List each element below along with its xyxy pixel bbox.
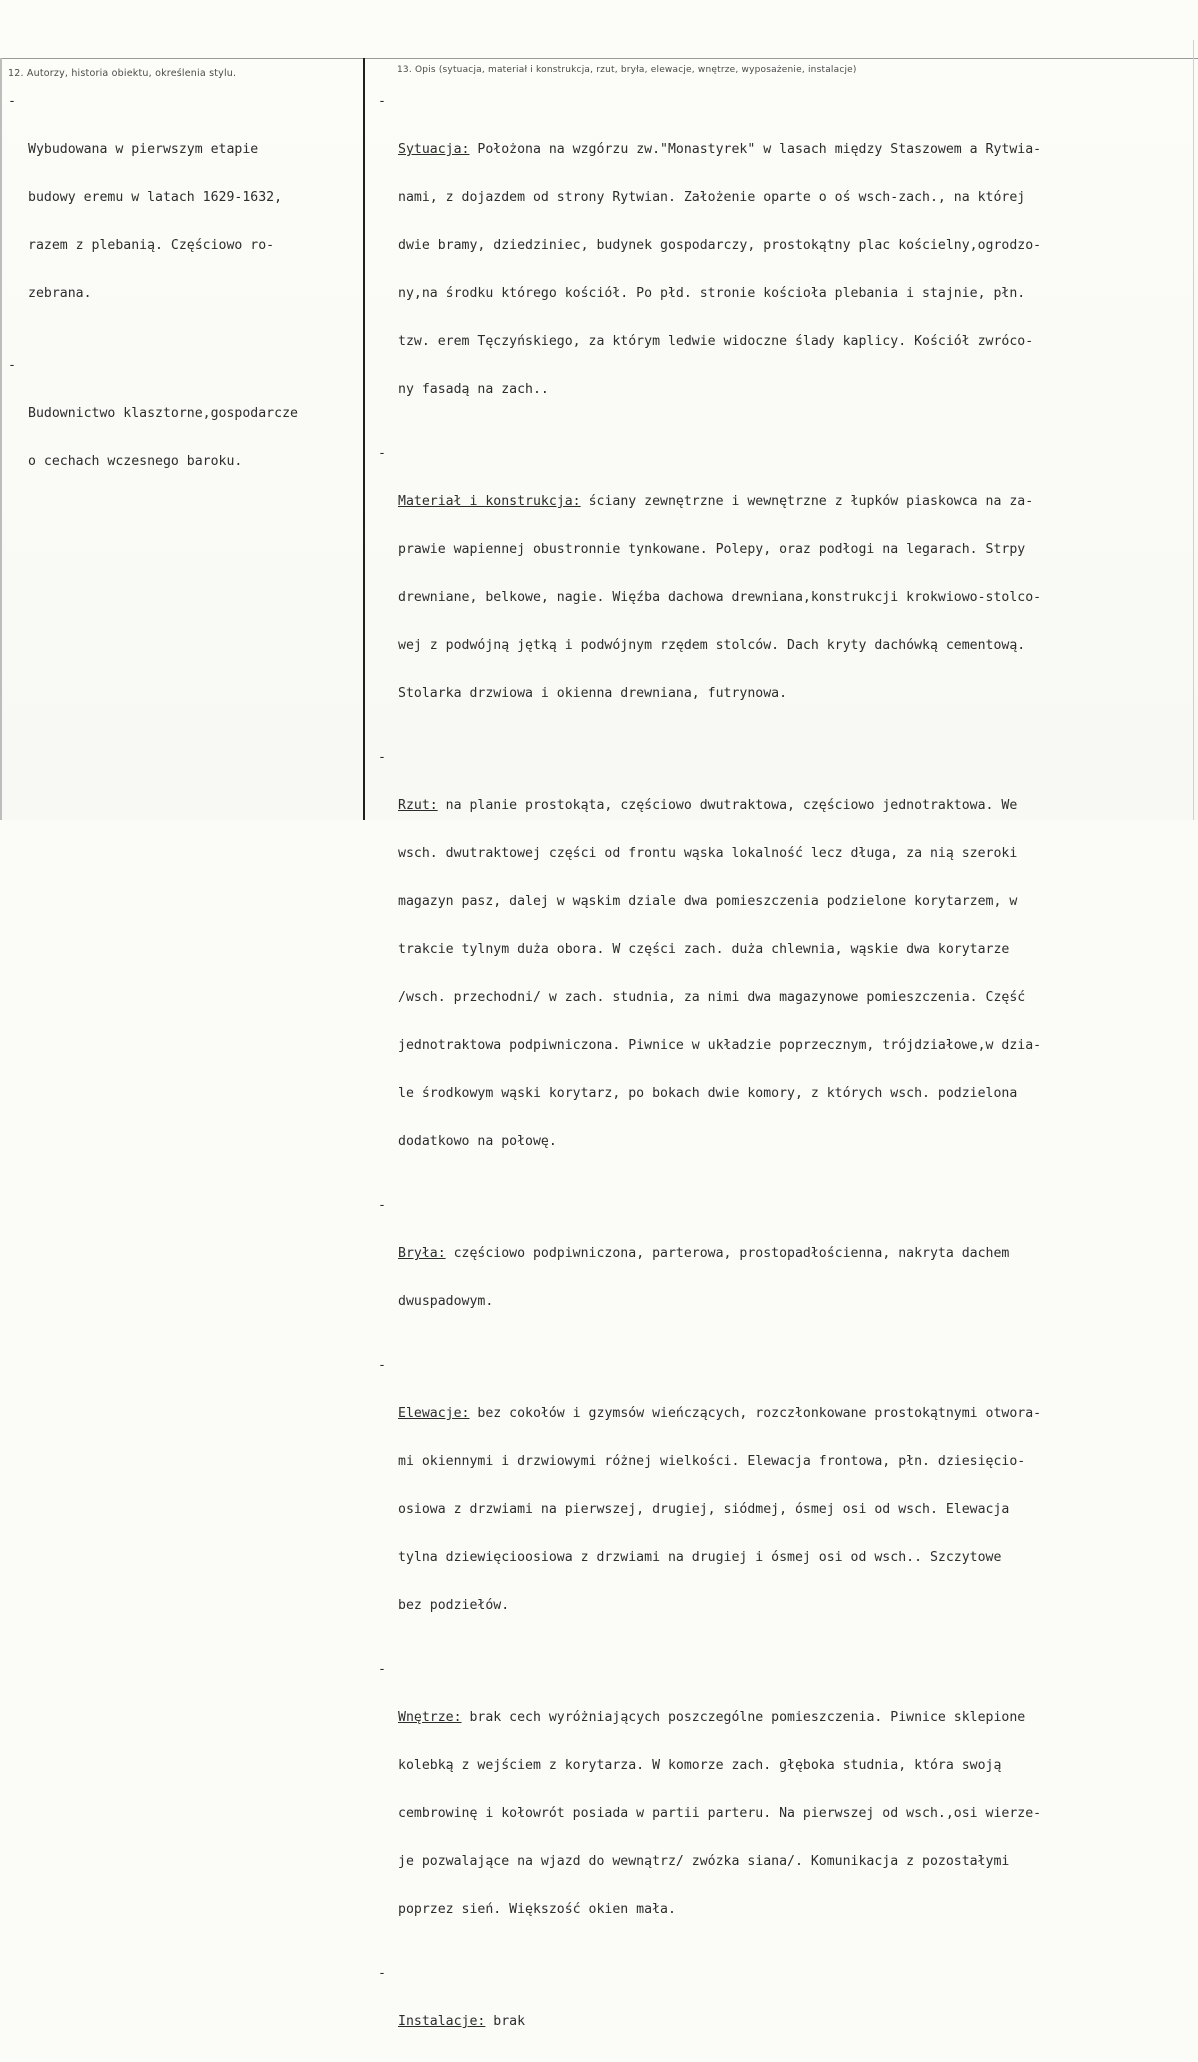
text-line: /wsch. przechodni/ w zach. studnia, za nimi dwa magazynowe pomieszczenia. Część (398, 990, 1026, 1005)
text-line: magazyn pasz, dalej w wąskim dziale dwa pomieszczenia podzielone korytarzem, w (398, 894, 1018, 909)
text-line: wej z podwójną jętką i podwójnym rzędem stolców. Dach kryty dachówką cementową. (398, 638, 1026, 653)
text-line: prawie wapiennej obustronnie tynkowane. Polepy, oraz podłogi na legarach. Strpy (398, 542, 1026, 557)
text-line: kolebką z wejściem z korytarza. W komorze zach. głęboka studnia, która swoją (398, 1758, 1002, 1773)
bullet-dash: - (378, 1198, 386, 1213)
section-rzut (378, 750, 1193, 1182)
section-heading: Materiał i konstrukcja: (398, 494, 581, 509)
section-heading: Instalacje: (398, 2014, 486, 2029)
text-line: trakcie tylnym duża obora. W części zach. duża chlewnia, wąskie dwa korytarze (398, 942, 1010, 957)
section-heading: Wnętrze: (398, 1710, 462, 1725)
section-elewacje (378, 1358, 1193, 1646)
bullet-dash: - (378, 1966, 386, 1981)
text-line: poprzez sień. Większość okien mała. (398, 1902, 676, 1917)
section-sytuacja (378, 94, 1193, 430)
text-line: budowy eremu w latach 1629-1632, (28, 190, 283, 205)
column-divider (363, 58, 365, 820)
left-margin-edge (0, 58, 2, 820)
text-line: le środkowym wąski korytarz, po bokach dwie komory, z których wsch. podzielona (398, 1086, 1018, 1101)
text-line: razem z plebanią. Częściowo ro- (28, 238, 275, 253)
text-line: bez cokołów i gzymsów wieńczących, rozczłonkowane prostokątnymi otwora- (469, 1406, 1042, 1421)
text-line: je pozwalające na wjazd do wewnątrz/ zwózka siana/. Komunikacja z pozostałymi (398, 1854, 1010, 1869)
text-line: Stolarka drzwiowa i okienna drewniana, futrynowa. (398, 686, 788, 701)
section-heading: Sytuacja: (398, 142, 470, 157)
text-line: ny,na środku którego kościół. Po płd. stronie kościoła plebania i stajnie, płn. (398, 286, 1026, 301)
text-line: dwuspadowym. (398, 1294, 494, 1309)
header-rule (0, 58, 1198, 59)
text-line: na planie prostokąta, częściowo dwutraktowa, częściowo jednotraktowa. We (437, 798, 1018, 813)
text-line: zebrana. (28, 286, 92, 301)
right-column-header: 13. Opis (sytuacja, materiał i konstrukcja, rzut, bryła, elewacje, wnętrze, wyposażenie, instalacje) (397, 65, 857, 75)
bullet-dash: - (378, 750, 386, 765)
right-margin-edge (1193, 40, 1194, 820)
text-line: osiowa z drzwiami na pierwszej, drugiej, siódmej, ósmej osi od wsch. Elewacja (398, 1502, 1010, 1517)
text-line: ściany zewnętrzne i wewnętrzne z łupków piaskowca na za- (580, 494, 1034, 509)
text-line: nami, z dojazdem od strony Rytwian. Założenie oparte o oś wsch-zach., na której (398, 190, 1026, 205)
text-line: dodatkowo na połowę. (398, 1134, 557, 1149)
text-line: o cechach wczesnego baroku. (28, 454, 243, 469)
text-line: bez podziełów. (398, 1598, 510, 1613)
section-instalacje (378, 1966, 1193, 2062)
text-line: mi okiennymi i drzwiowymi różnej wielkości. Elewacja frontowa, płn. dziesięcio- (398, 1454, 1026, 1469)
text-line: cembrowinę i kołowrót posiada w partii parteru. Na pierwszej od wsch.,osi wierze- (398, 1806, 1042, 1821)
text-line: jednotraktowa podpiwniczona. Piwnice w układzie poprzecznym, trójdziałowe,w dzia- (398, 1038, 1042, 1053)
text-line: Budownictwo klasztorne,gospodarcze (28, 406, 298, 421)
section-material (378, 446, 1193, 734)
bullet-dash: - (378, 1358, 386, 1373)
text-line: wsch. dwutraktowej części od frontu wąska lokalność lecz długa, za nią szeroki (398, 846, 1018, 861)
section-heading: Rzut: (398, 798, 438, 813)
section-bryla (378, 1198, 1193, 1342)
bullet-dash: - (378, 446, 386, 461)
text-line: tzw. erem Tęczyńskiego, za którym ledwie widoczne ślady kaplicy. Kościół zwróco- (398, 334, 1034, 349)
right-column (378, 94, 1193, 2062)
text-line: brak (485, 2014, 526, 2029)
text-line: tylna dziewięcioosiowa z drzwiami na drugiej i ósmej osi od wsch.. Szczytowe (398, 1550, 1002, 1565)
text-line: brak cech wyróżniających poszczególne pomieszczenia. Piwnice sklepione (461, 1710, 1026, 1725)
text-line: drewniane, belkowe, nagie. Więźba dachowa drewniana,konstrukcji krokwiowo-stolco- (398, 590, 1042, 605)
left-entry-2 (8, 358, 360, 502)
bullet-dash: - (8, 94, 16, 109)
text-line: dwie bramy, dziedziniec, budynek gospodarczy, prostokątny plac kościelny,ogrodzo- (398, 238, 1042, 253)
left-entry-1 (8, 94, 360, 334)
bullet-dash: - (378, 94, 386, 109)
bullet-dash: - (8, 358, 16, 373)
left-column-header: 12. Autorzy, historia obiektu, określenia stylu. (8, 68, 237, 79)
text-line: Położona na wzgórzu zw."Monastyrek" w lasach między Staszowem a Rytwia- (469, 142, 1042, 157)
section-heading: Elewacje: (398, 1406, 470, 1421)
text-line: ny fasadą na zach.. (398, 382, 549, 397)
text-line: częściowo podpiwniczona, parterowa, prostopadłościenna, nakryta dachem (445, 1246, 1010, 1261)
bullet-dash: - (378, 1662, 386, 1677)
text-line: Wybudowana w pierwszym etapie (28, 142, 259, 157)
section-heading: Bryła: (398, 1246, 446, 1261)
section-wnetrze (378, 1662, 1193, 1950)
left-column (8, 94, 360, 502)
